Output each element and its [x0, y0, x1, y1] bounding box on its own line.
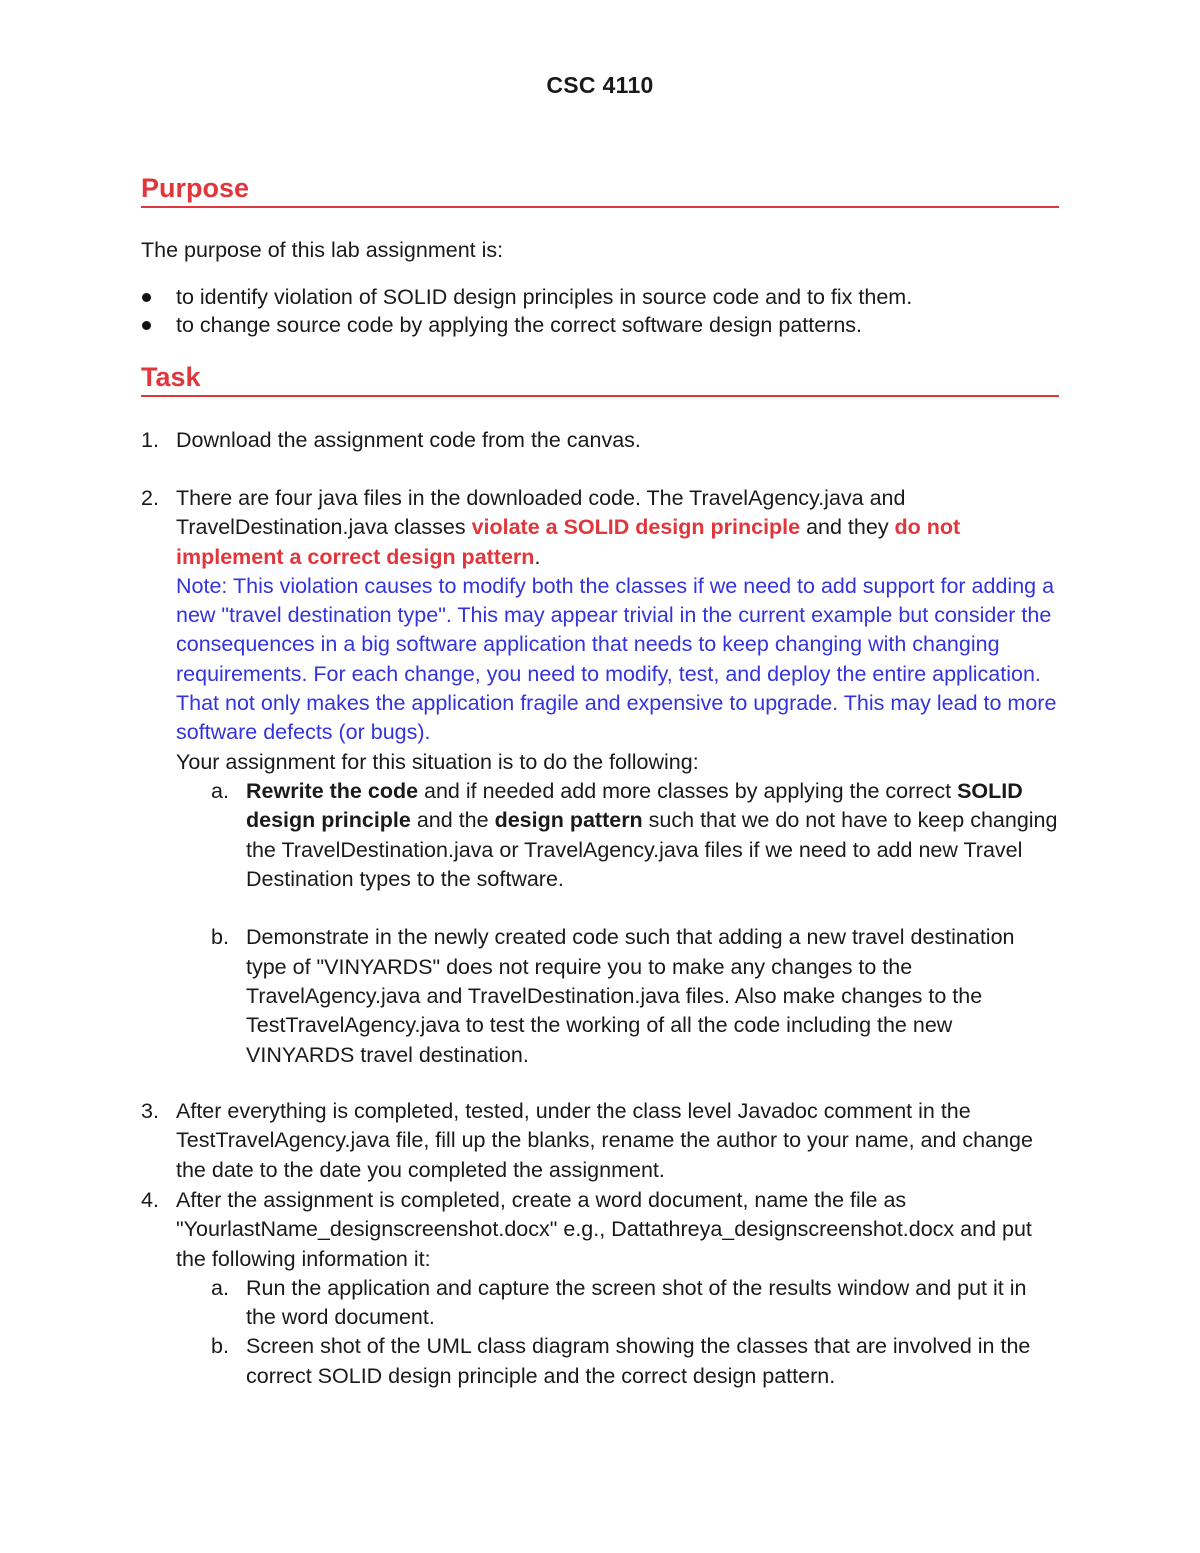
item-number: 2.	[141, 486, 159, 510]
sub-item-2b	[176, 923, 1071, 1069]
purpose-bullet-list	[141, 284, 1059, 339]
bullet-icon	[142, 321, 151, 330]
task-item-1	[141, 426, 1071, 455]
sub-item-text: Screen shot of the UML class diagram showing the classes that are involved in the correct SOLID design principle and the correct design pattern.	[246, 1334, 1031, 1388]
item-number: 3.	[141, 1099, 159, 1123]
sub-item-text: Run the application and capture the screen shot of the results window and put it in the word document.	[246, 1275, 1027, 1330]
item-2-statement: There are four java files in the downloaded code. The TravelAgency.java and TravelDestination.java classes violate a SOLID design principle and they do not implement a correct design pattern.	[176, 486, 961, 569]
item-text: After everything is completed, tested, under the class level Javadoc comment in the TestTravelAgency.java file, fill up the blanks, rename the author to your name, and change the date to the date you completed the assignment.	[176, 1099, 1033, 1182]
sub-item-2a	[176, 777, 1071, 894]
sub-item-letter: b.	[211, 925, 229, 950]
sub-item-4b	[176, 1332, 1071, 1391]
task-item-4	[141, 1186, 1071, 1391]
sub-item-text: Demonstrate in the newly created code such that adding a new travel destination type of "VINYARDS" does not require you to make any changes to the TravelAgency.java and TravelDestination.java files. Also make changes to the TestTravelAgency.java to test the working of all the code including the new VINYARDS travel destination.	[246, 925, 1015, 1067]
list-item: to identify violation of SOLID design principles in source code and to fix them.	[141, 284, 1059, 312]
highlight-violation: violate a SOLID design principle	[471, 515, 801, 540]
sub-item-4a	[176, 1274, 1071, 1333]
purpose-heading: Purpose	[141, 172, 1059, 208]
item-body	[176, 484, 1071, 1070]
item-4-statement: After the assignment is completed, create a word document, name the file as "YourlastName_designscreenshot.docx" e.g., Dattathreya_designscreenshot.docx and put the following information it:	[176, 1188, 1032, 1271]
item-text: Download the assignment code from the canvas.	[176, 428, 641, 452]
sub-item-letter: b.	[211, 1334, 229, 1359]
item-body	[176, 1186, 1071, 1391]
purpose-intro: The purpose of this lab assignment is:	[141, 238, 504, 262]
sub-item-text: Rewrite the code and if needed add more classes by applying the correct SOLID design principle and the design pattern such that we do not have to keep changing the TravelDestination.java or TravelAgency.java files if we need to add new Travel Destination types to the software.	[246, 778, 1058, 891]
sub-item-letter: a.	[211, 778, 229, 803]
item-number: 1.	[141, 428, 159, 452]
item-2-note: Note: This violation causes to modify both the classes if we need to add support for adding a new "travel destination type". This may appear trivial in the current example but consider the consequences in a big software application that needs to keep changing with changing requirements. For each change, you need to modify, test, and deploy the entire application. That not only makes the application fragile and expensive to upgrade. This may lead to more software defects (or bugs).	[176, 573, 1057, 745]
item-number: 4.	[141, 1188, 159, 1212]
item-2-instructions: Your assignment for this situation is to do the following:	[176, 749, 699, 774]
list-item: to change source code by applying the correct software design patterns.	[141, 312, 1059, 340]
task-item-2	[141, 484, 1071, 1070]
bullet-icon	[142, 293, 151, 302]
task-item-3	[141, 1097, 1071, 1185]
highlight-pattern: do not implement a correct design pattern	[176, 515, 961, 569]
task-heading: Task	[141, 361, 1059, 397]
document-title: CSC 4110	[546, 72, 654, 98]
sub-item-letter: a.	[211, 1275, 229, 1300]
